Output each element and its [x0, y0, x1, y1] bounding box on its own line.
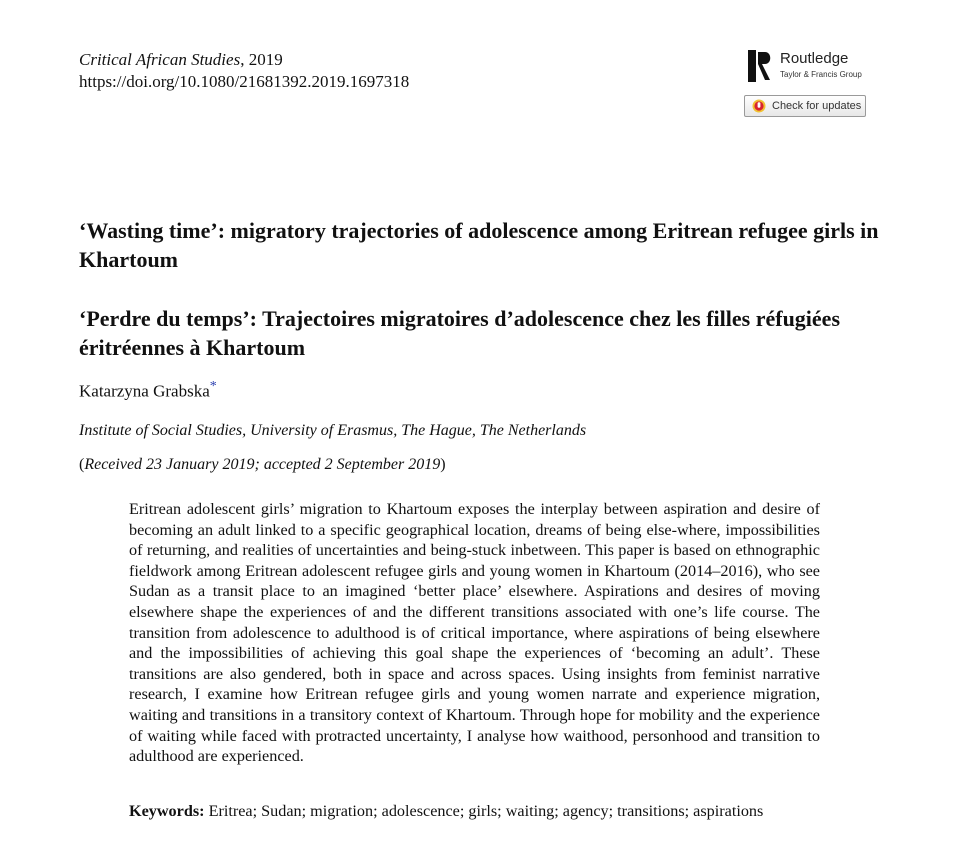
author-footnote-mark[interactable]: *	[209, 379, 217, 394]
journal-name: Critical African Studies	[79, 50, 241, 69]
journal-header	[79, 49, 409, 93]
author-name: Katarzyna Grabska	[79, 381, 210, 401]
check-updates-icon	[752, 99, 766, 113]
author-affiliation: Institute of Social Studies, University of Erasmus, The Hague, The Netherlands	[79, 422, 587, 439]
article-title-english: ‘Wasting time’: migratory trajectories of adolescence among Eritrean refugee girls in Khartoum	[79, 218, 879, 272]
received-open-paren: (	[79, 456, 85, 473]
publisher-group: Taylor & Francis Group	[780, 70, 862, 79]
keywords-label: Keywords:	[129, 802, 205, 820]
keywords-list: Eritrea; Sudan; migration; adolescence; girls; waiting; agency; transitions; aspirations	[208, 802, 764, 820]
publisher-name: Routledge	[780, 50, 849, 67]
abstract-text: Eritrean adolescent girls’ migration to Khartoum exposes the interplay between aspiration and desire of becoming an adult linked to a specific geographical location, dreams of being else-where, impossibilities of returning, and realities of uncertainties and being-stuck inbetween. This paper is based on ethnographic fieldwork among Eritrean adolescent refugee girls and young women in Khartoum (2014–2016), who see Sudan as a transit place to an imagined ‘better place’ elsewhere. Aspirations and desires of moving elsewhere shape the experiences of and the different transitions associated with one’s life course. The transition from adolescence to adulthood is of critical importance, where aspirations of being elsewhere and the impossibilities of achieving this goal shape the experiences of ‘becoming an adult’. These transitions are also gendered, both in space and across spaces. Using insights from feminist narrative research, I examine how Eritrean refugee girls and young women narrate and experience migration, waiting and transitions in a transitory context of Khartoum. Through hope for mobility and the experience of waiting while faced with protracted uncertainty, I analyse how waithood, personhood and transition to adulthood are experienced.	[129, 500, 820, 766]
check-updates-label: Check for updates	[772, 100, 862, 112]
routledge-logo-icon	[748, 50, 774, 82]
check-for-updates-button[interactable]	[744, 95, 866, 117]
keywords-line	[129, 801, 820, 822]
received-dates	[79, 456, 446, 474]
author-line	[79, 379, 217, 402]
doi-link[interactable]: https://doi.org/10.1080/21681392.2019.1697318	[79, 72, 410, 91]
article-title-french: ‘Perdre du temps’: Trajectoires migratoires d’adolescence chez les filles réfugiées éritréennes à Khartoum	[79, 306, 841, 360]
routledge-logo	[748, 50, 873, 84]
received-text: Received 23 January 2019; accepted 2 September 2019	[84, 456, 441, 473]
received-close-paren: )	[440, 456, 446, 473]
journal-year: , 2019	[240, 50, 283, 69]
